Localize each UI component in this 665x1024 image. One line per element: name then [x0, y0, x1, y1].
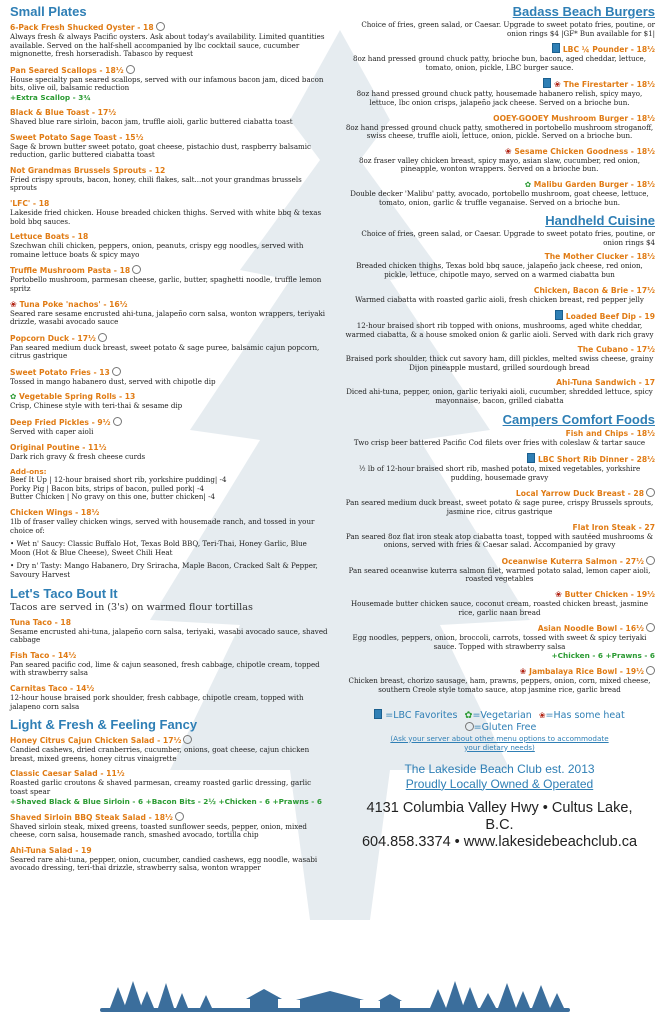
address-block — [344, 800, 655, 851]
gluten-free-icon — [646, 556, 655, 565]
menu-item-sweet-potato-fries — [10, 367, 328, 387]
item-description: Served with caper aioli — [10, 427, 94, 437]
pepper-icon: ❀ — [10, 299, 20, 309]
menu-item-sweet-potato-sage-toast — [10, 133, 328, 160]
menu-item-pan-seared-scallops — [10, 65, 328, 102]
section-title-campers: Campers Comfort Foods — [502, 411, 655, 427]
item-description: Egg noodles, peppers, onion, broccoli, carrots, tossed with sweet & spicy teriyaki sauce. Topped with strawberry salsa — [352, 633, 647, 651]
menu-item-ahi-tuna-sandwich — [344, 378, 655, 405]
handheld-list — [344, 252, 655, 405]
menu-item-ooey-gooey-mushroom-burger — [344, 114, 655, 141]
small-plates-list — [10, 22, 328, 461]
menu-item-asian-noodle-bowl — [344, 623, 655, 660]
section-title-small-plates: Small Plates — [10, 4, 87, 19]
taco-list — [10, 618, 328, 712]
item-name: Original Poutine - 11½ — [10, 442, 107, 452]
gluten-free-icon — [156, 22, 165, 31]
veg-icon: ✿ — [524, 179, 534, 189]
menu-item-deep-fried-pickles — [10, 417, 328, 437]
menu-item-classic-caesar-salad — [10, 769, 328, 805]
item-name: Black & Blue Toast - 17½ — [10, 107, 117, 117]
menu-item-lettuce-boats — [10, 232, 328, 259]
legend-gf: =Gluten Free — [473, 721, 537, 733]
item-name: Lettuce Boats - 18 — [10, 232, 89, 242]
gluten-free-icon — [132, 265, 141, 274]
pepper-icon: ❀ — [504, 146, 515, 156]
item-description: Seared rare sesame encrusted ahi-tuna, jalapeño corn salsa, wonton wrappers, teriyaki drizzle, wasabi avocado sauce — [10, 308, 326, 327]
legend-line-1 — [344, 709, 655, 722]
menu-item-flat-iron-steak — [344, 523, 655, 550]
brand-line-1: The Lakeside Beach Club est. 2013 — [404, 761, 595, 776]
item-name: The Cubano - 17½ — [577, 345, 655, 355]
address-street: 4131 Columbia Valley Hwy • Cultus Lake, — [366, 799, 633, 816]
item-name: Fish Taco - 14½ — [10, 650, 77, 660]
item-extra: +Chicken - 6 +Prawns - 6 — [551, 651, 655, 661]
pepper-icon: ❀ — [538, 710, 546, 720]
item-name: 6-Pack Fresh Shucked Oyster - 18 — [10, 23, 154, 32]
item-description: Szechwan chili chicken, peppers, onion, peanuts, crispy egg noodles, served with romaine lettuce boats & spicy mayo — [10, 241, 304, 259]
item-name: Asian Noodle Bowl - 16½ — [537, 624, 644, 634]
lbc-favorite-icon — [552, 43, 560, 53]
item-description: 12-hour house braised pork shoulder, fresh cabbage, chipotle cream, topped with jalapeno corn salsa — [10, 692, 304, 711]
section-title-handheld: Handheld Cuisine — [545, 213, 655, 229]
menu-item-vegetable-spring-rolls — [10, 392, 328, 411]
item-name: Popcorn Duck - 17½ — [10, 333, 96, 343]
menu-item-jambalaya-rice-bowl — [344, 666, 655, 694]
item-description: Warmed ciabatta with roasted garlic aioli, fresh chicken breast, red pepper jelly — [355, 294, 644, 304]
item-name: LBC Short Rib Dinner - 28½ — [538, 455, 655, 465]
item-name: The Mother Clucker - 18½ — [544, 252, 655, 262]
item-name: OOEY-GOOEY Mushroom Burger - 18½ — [493, 113, 655, 123]
legend-line-2 — [344, 722, 655, 734]
gluten-free-icon — [98, 333, 107, 342]
item-description: 8oz hand pressed ground chuck patty, smothered in portobello mushroom stroganoff, swiss cheese, truffle aioli, lettuce, onion, pickle. Served on a brioche bun. — [345, 122, 654, 141]
legend-veg: =Vegetarian — [472, 709, 532, 721]
menu-item-popcorn-duck — [10, 333, 328, 361]
addons-title: Add-ons: — [10, 467, 47, 477]
menu-item-chicken-wings — [10, 508, 328, 580]
address-contact[interactable]: 604.858.3374 • www.lakesidebeachclub.ca — [361, 833, 638, 850]
address-province: B.C. — [485, 816, 514, 833]
item-description: 8oz fraser valley chicken breast, spicy mayo, asian slaw, cucumber, red onion, pineapple, wonton wrappers. Served on a brioche bun. — [359, 155, 640, 174]
item-description: Sage & brown butter sweet potato, goat cheese, pistachio dust, raspberry balsamic reduction, garlic buttered ciabatta toast — [10, 141, 312, 160]
item-description: Fried crispy sprouts, bacon, honey, chili flakes, salt...not your grandmas brussels sprouts — [10, 174, 302, 193]
item-description: 1lb of fraser valley chicken wings, served with housemade ranch, and tossed in your choice of: — [10, 517, 315, 535]
addon-line: Porky Pig | Bacon bits, strips of bacon, pulled pork| -4 — [10, 483, 205, 493]
item-name: Carnitas Taco - 14½ — [10, 683, 95, 693]
menu-item-local-yarrow-duck-breast — [344, 488, 655, 516]
item-description: Pan seared oceanwise kuterra salmon filet, warmed potato salad, lemon caper aioli, roasted vegetables — [348, 565, 651, 584]
item-description: Braised pork shoulder, thick cut savory ham, dill pickles, melted swiss cheese, grainy Dijon pineapple mustard, grilled sourdough bread — [345, 354, 654, 372]
item-description: Lakeside fried chicken. House breaded chicken thighs. Served with white bbq & texas bold bbq sauces. — [10, 207, 322, 226]
item-description: Pan seared medium duck breast, sweet potato & sage puree, balsamic cajun popcorn, citrus gastrique — [10, 342, 320, 361]
menu-item-lbc-pounder — [344, 43, 655, 72]
menu-item-sesame-chicken-goodness — [344, 147, 655, 174]
item-name: Not Grandmas Brussels Sprouts - 12 — [10, 165, 166, 175]
gluten-free-icon — [465, 722, 474, 731]
item-name: Truffle Mushroom Pasta - 18 — [10, 266, 131, 276]
item-description: Roasted garlic croutons & shaved parmesan, creamy roasted garlic dressing, garlic toast spear — [10, 778, 312, 796]
gluten-free-icon — [183, 735, 192, 744]
item-description: Breaded chicken thighs, Texas bold bbq sauce, jalapeño jack cheese, red onion, pickle, lettuce, chipotle mayo, served on a warmed ciabatta bun — [356, 261, 643, 279]
menu-item-the-cubano — [344, 345, 655, 372]
item-name: Shaved Sirloin BBQ Steak Salad - 18½ — [10, 812, 173, 822]
menu-item-not-grandmas-brussels-sprouts — [10, 166, 328, 193]
item-name: Pan Seared Scallops - 18½ — [10, 65, 124, 75]
item-description: Dark rich gravy & fresh cheese curds — [10, 451, 146, 461]
item-description: 12-hour braised short rib topped with onions, mushrooms, aged white cheddar, warmed ciabatta, & a house smoked onion & garlic aioli. Served with dark rich gravy — [345, 321, 654, 339]
menu-item-carnitas-taco — [10, 684, 328, 711]
section-title-burgers: Badass Beach Burgers — [512, 4, 655, 19]
item-description: Pan seared 8oz flat iron steak atop ciabatta toast, topped with sautéed mushrooms & onions, served with fries & Caesar salad. Accompanied by gravy — [345, 531, 654, 550]
wings-dry-options: • Dry n' Tasty: Mango Habanero, Dry Sriracha, Maple Bacon, Cracked Salt & Pepper, Savoury Harvest — [10, 561, 318, 579]
section-title-light: Light & Fresh & Feeling Fancy — [10, 717, 198, 733]
item-name: Oceanwise Kuterra Salmon - 27½ — [501, 556, 644, 566]
menu-item-malibu-garden-burger — [344, 180, 655, 207]
menu-item-loaded-beef-dip — [344, 310, 655, 339]
section-title-taco: Let's Taco Bout It — [10, 585, 118, 601]
item-name: Sweet Potato Fries - 13 — [10, 367, 110, 377]
item-description: Portobello mushroom, parmesan cheese, garlic, butter, spaghetti noodle, truffle lemon spritz — [10, 275, 322, 293]
item-name: Jambalaya Rice Bowl - 19½ — [529, 667, 644, 677]
item-name: Butter Chicken - 19½ — [564, 590, 655, 599]
item-description: Seared rare ahi-tuna, pepper, onion, cucumber, candied cashews, egg noodle, wasabi avocado dressing, teri-thai drizzle, strawberry salsa, wonton wrapper — [10, 854, 318, 873]
menu-item-honey-citrus-cajun-chicken-salad — [10, 735, 328, 763]
gluten-free-icon — [646, 666, 655, 675]
item-name: Classic Caesar Salad - 11½ — [10, 769, 125, 779]
menu-item-the-firestarter — [344, 78, 655, 107]
legend — [344, 709, 655, 752]
legend-lbc: =LBC Favorites — [385, 709, 458, 721]
item-name: Ahi-Tuna Sandwich - 17 — [556, 378, 655, 388]
item-name: Chicken Wings - 18½ — [10, 508, 100, 518]
gluten-free-icon — [646, 488, 655, 497]
item-name: Deep Fried Pickles - 9½ — [10, 418, 111, 428]
gluten-free-icon — [113, 417, 122, 426]
item-name: Flat Iron Steak - 27 — [572, 522, 655, 532]
brand-block — [344, 762, 655, 792]
lbc-favorite-icon — [555, 310, 563, 320]
menu-item-shaved-sirloin-bbq-steak-salad — [10, 812, 328, 840]
menu-item-original-poutine — [10, 443, 328, 462]
lbc-favorite-icon — [527, 453, 535, 463]
item-extra: +Shaved Black & Blue Sirloin - 6 +Bacon Bits - 2½ +Chicken - 6 +Prawns - 6 — [10, 796, 322, 806]
pepper-icon: ❀ — [554, 80, 564, 90]
menu-item-fish-taco — [10, 651, 328, 678]
item-description: Tossed in mango habanero dust, served with chipotle dip — [10, 376, 216, 386]
item-description: Sesame encrusted ahi-tuna, jalapeño corn salsa, teriyaki, wasabi avocado sauce, shaved cabbage — [10, 626, 328, 645]
addon-line: Butter Chicken | No gravy on this one, butter chicken| -4 — [10, 492, 215, 502]
item-description: Pan seared medium duck breast, sweet potato & sage puree, crispy Brussels sprouts, jasmine rice, citrus gastrique — [345, 498, 654, 517]
light-list — [10, 735, 328, 873]
item-name: Vegetable Spring Rolls - 13 — [19, 392, 136, 402]
item-name: The Firestarter - 18½ — [563, 80, 655, 90]
item-name: Malibu Garden Burger - 18½ — [533, 179, 655, 189]
legend-ask-note: (Ask your server about other menu options to accommodate your dietary needs) — [390, 733, 609, 752]
legend-heat: =Has some heat — [545, 709, 625, 721]
right-column — [344, 4, 655, 851]
item-name: 'LFC' - 18 — [10, 198, 50, 208]
menu-item-ahi-tuna-salad — [10, 846, 328, 873]
item-name: Fish and Chips - 18½ — [565, 428, 655, 438]
item-name: Tuna Poke 'nachos' - 16½ — [19, 299, 128, 309]
veg-icon: ✿ — [10, 392, 20, 402]
burgers-note: Choice of fries, green salad, or Caesar. Upgrade to sweet potato fries, poutine, or onion rings $4 |GF* Bun available for $1| — [361, 20, 655, 38]
campers-list — [344, 429, 655, 695]
gluten-free-icon — [175, 812, 184, 821]
taco-subtitle: Tacos are served in (3's) on warmed flour tortillas — [10, 601, 253, 613]
item-description: Double decker 'Malibu' patty, avocado, portobello mushroom, goat cheese, lettuce, tomato, onion, garlic & truffle veganaise. Served on a brioche bun. — [350, 188, 649, 207]
item-name: Sweet Potato Sage Toast - 15½ — [10, 132, 144, 142]
gluten-free-icon — [646, 623, 655, 632]
addons-block — [10, 467, 328, 502]
menu-item-truffle-mushroom-pasta — [10, 265, 328, 293]
item-name: Honey Citrus Cajun Chicken Salad - 17½ — [10, 736, 182, 746]
item-description: Shaved blue rare sirloin, bacon jam, truffle aioli, garlic buttered ciabatta toast — [10, 116, 293, 126]
item-name: Ahi-Tuna Salad - 19 — [10, 845, 92, 855]
item-description: Two crisp beer battered Pacific Cod filets over fries with coleslaw & tartar sauce — [353, 437, 646, 447]
addon-line: Beef It Up | 12-hour braised short rib, yorkshire pudding| -4 — [10, 475, 227, 485]
menu-item-lfc — [10, 199, 328, 226]
item-description: ½ lb of 12-hour braised short rib, mashed potato, mixed vegetables, yorkshire pudding, housemade gravy — [358, 464, 641, 482]
item-name: Loaded Beef Dip - 19 — [565, 312, 655, 322]
item-name: Chicken, Bacon & Brie - 17½ — [533, 285, 655, 295]
menu-item-butter-chicken — [344, 590, 655, 617]
menu-item-black-blue-toast — [10, 108, 328, 127]
item-description: 8oz hand pressed ground chuck patty, brioche bun, bacon, aged cheddar, lettuce, tomato, onion, pickle, LBC burger sauce. — [352, 54, 646, 72]
handheld-note: Choice of fries, green salad, or Caesar. Upgrade to sweet potato fries, poutine, or onion rings $4 — [361, 229, 655, 247]
menu-item-lbc-short-rib-dinner — [344, 453, 655, 482]
item-name: Tuna Taco - 18 — [10, 617, 71, 627]
menu-item-oceanwise-kuterra-salmon — [344, 556, 655, 584]
menu-item-fish-and-chips — [344, 429, 655, 448]
item-name: LBC ¼ Pounder - 18½ — [562, 45, 655, 55]
item-description: 8oz hand pressed ground chuck patty, housemade habanero relish, spicy mayo, lettuce, lbc onion crisps, jalapeño jack cheese. Served on a brioche bun. — [356, 89, 643, 107]
lakeside-banner-illustration — [100, 975, 570, 1015]
gluten-free-icon — [126, 65, 135, 74]
item-description: House specialty pan seared scallops, served with our infamous bacon jam, diced bacon bits, olive oil, balsamic reduction — [10, 74, 324, 93]
item-name: Sesame Chicken Goodness - 18½ — [514, 146, 655, 156]
menu-item-6-pack-fresh-shucked-oyster — [10, 22, 328, 59]
left-column — [10, 4, 328, 879]
item-description: Always fresh & always Pacific oysters. Ask about today's availability. Limited quantities available. Served on the half-shell accompanied by lbc cocktail sauce, cucumber mignonette, fresh horseradish. Tabasco by request — [10, 32, 325, 59]
item-extra: +Extra Scallop - 3¾ — [10, 92, 91, 102]
item-name: Local Yarrow Duck Breast - 28 — [515, 489, 644, 499]
wings-wet-options: • Wet n' Saucy: Classic Buffalo Hot, Texas Bold BBQ, Teri-Thai, Honey Garlic, Blue Moon (Hot & Blue Cheese), Sweet Chili Heat — [10, 539, 307, 557]
pepper-icon: ❀ — [555, 590, 565, 599]
lbc-favorite-icon — [374, 709, 382, 719]
menu-item-chicken-bacon-brie — [344, 286, 655, 305]
item-description: Shaved sirloin steak, mixed greens, toasted sunflower seeds, pepper, onion, mixed cheese, corn salsa, housemade ranch, smashed avocado, tortilla chip — [10, 821, 307, 840]
gluten-free-icon — [112, 367, 121, 376]
item-description: Candied cashews, dried cranberries, cucumber, onions, goat cheese, cajun chicken breast, mixed greens, honey citrus vinaigrette — [10, 745, 310, 763]
veg-icon: ✿ — [464, 709, 473, 721]
menu-item-the-mother-clucker — [344, 252, 655, 279]
burgers-list — [344, 43, 655, 207]
item-description: Housemade butter chicken sauce, coconut cream, roasted chicken breast, jasmine rice, garlic naan bread — [350, 599, 649, 617]
item-description: Diced ahi-tuna, pepper, onion, garlic teriyaki aioli, cucumber, shredded lettuce, spicy mayonnaise, bacon, grilled ciabatta — [346, 387, 653, 406]
menu-item-tuna-taco — [10, 618, 328, 645]
item-description: Chicken breast, chorizo sausage, ham, prawns, peppers, onion, corn, mixed cheese, southern Creole style tomato sauce, atop jasmine rice, garlic bread — [348, 676, 651, 694]
menu-item-tuna-poke-nachos — [10, 300, 328, 327]
item-description: Crisp, Chinese style with teri-thai & sesame dip — [10, 401, 183, 411]
brand-line-2: Proudly Locally Owned & Operated — [405, 776, 594, 791]
item-description: Pan seared pacific cod, lime & cajun seasoned, fresh cabbage, chipotle cream, topped with strawberry salsa — [10, 659, 320, 678]
pepper-icon: ❀ — [519, 667, 530, 677]
lbc-favorite-icon — [543, 78, 551, 88]
